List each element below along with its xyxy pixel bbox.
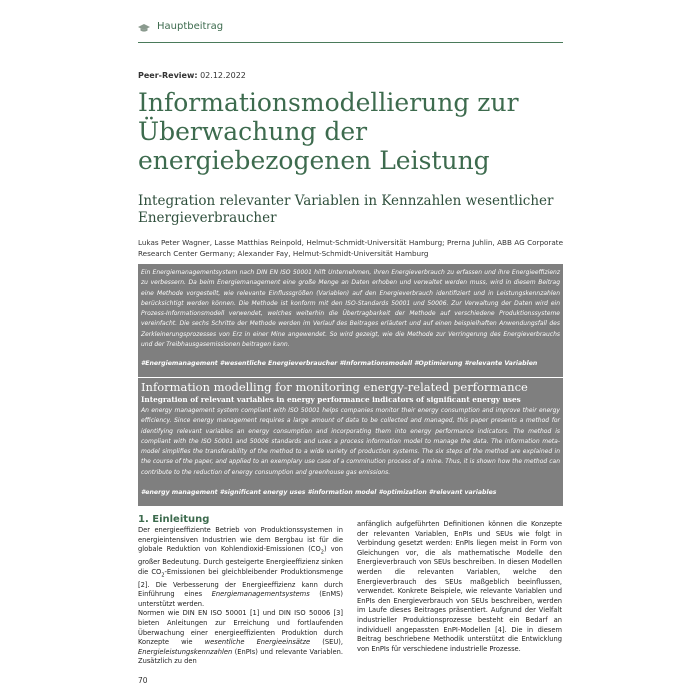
section-header xyxy=(138,20,563,43)
abstract-box xyxy=(138,264,563,506)
article-subtitle: Integration relevanter Variablen in Kennzahlen wesentlicher Energieverbraucher xyxy=(138,193,554,226)
section-heading: 1. Einleitung xyxy=(138,514,210,525)
graduation-cap-icon xyxy=(138,24,150,33)
english-title: Information modelling for monitoring energy-related performance xyxy=(141,380,528,394)
body-column-right xyxy=(357,520,562,654)
body-column-left xyxy=(138,514,343,667)
abstract-english: An energy management system compliant with ISO 50001 helps companies monitor their energy consumption and improve their energy efficiency. Since energy management requires a large amount of data to be collected and managed, this paper presents a method for identifying relevant variables an energy consumption and incorporating them into energy performance indicators. The method is compliant with the ISO 50001 and 50006 standards and uses a process information model to manage the data. The information meta-model simplifies the transferability of the method to a wide variety of production systems. The six steps of the method are explained in the course of the paper, and applied to an exemplary use case of a comminution process of a mine. Thus, it is shown how the method can contribute to the reduction of energy consumption and greenhouse gas emissions. xyxy=(141,407,560,476)
peer-review-label: Peer-Review: xyxy=(138,71,198,80)
abstract-german: Ein Energiemanagementsystem nach DIN EN ISO 50001 hilft Unternehmen, ihren Energieverbrauch zu erfassen und ihre Energieeffizienz zu verbessern. Da beim Energiemanagement eine große Menge an Daten erhoben und verwaltet werden muss, wird in diesem Beitrag eine Methode vorgestellt, wie relevante Einflussgrößen (Variablen) auf den Energieverbrauch identifiziert und in Leistungskennzahlen berücksichtigt werden können. Die Methode ist konform mit den ISO-Standards 50001 und 50006. Zur Verwaltung der Daten wird ein Prozess-Informationsmodell verwendet, welches weiterhin die Übertragbarkeit der Methode auf verschiedene Produktionssysteme vereinfacht. Die sechs Schritte der Methode werden im Verlauf des Beitrages erläutert und auf einen beispielhaften Anwendungsfall des Zerkleinerungsprozesses von Erz in einer Mine angewendet. So wird gezeigt, wie die Methode zur Verringerung des Energieverbrauchs und der Treibhausgasemissionen beitragen kann. xyxy=(141,269,560,349)
peer-review-line xyxy=(138,71,246,80)
keywords-german: #Energiemanagement #wesentliche Energieverbraucher #Informationsmodell #Optimierung #relevante Variablen xyxy=(141,360,538,367)
author-list: Lukas Peter Wagner, Lasse Matthias Reinpold, Helmut-Schmidt-Universität Hamburg; Prerna Juhlin, ABB AG Corporate Research Center Germany; Alexander Fay, Helmut-Schmidt-Universität Hamburg xyxy=(138,238,563,258)
paragraph-2: Normen wie DIN EN ISO 50001 [1] und DIN ISO 50006 [3] bieten Anleitungen zur Erreichung und fortlaufenden Überwachung einer energieeffizienten Produktion durch Konzepte wie wesentliche Energieeinsätze (SEU), Energieleistungskennzahlen (EnPIs) und relevante Variablen. Zusätzlich zu den xyxy=(138,609,343,666)
english-subtitle: Integration of relevant variables in energy performance indicators of significant energy uses xyxy=(141,395,521,404)
abstract-divider xyxy=(138,377,563,378)
paragraph-1: Der energieeffiziente Betrieb von Produktionssystemen in energieintensiven Industrien wie dem Bergbau ist für die globale Reduktion von Kohlendioxid-Emissionen $(CO_2)$ von großer Bedeutung. Durch gesteigerte Energieeffizienz sinken die $CO_2$-Emissionen bei gleichbleibender Produktionsmenge [2]. Die Verbesserung der Energieeffizienz kann durch Einführung eines Energiemanagementsystems (EnMS) unterstützt werden. xyxy=(138,526,344,608)
peer-review-date: 02.12.2022 xyxy=(200,71,246,80)
keywords-english: #energy management #significant energy uses #information model #optimization #relevant variables xyxy=(141,489,497,496)
paragraph-3: anfänglich aufgeführten Definitionen können die Konzepte der relevanten Variablen, EnPIs und SEUs wie folgt in Verbindung gesetzt werden: EnPIs liegen meist in Form von Gleichungen vor, die als mathematische Modelle den Energieverbrauch von SEUs beschreiben. In diesen Modellen werden die relevanten Variablen, welche den Energieverbrauch des SEUs maßgeblich beeinflussen, verwendet. Konkrete Beispiele, wie relevante Variablen und EnPIs den Energieverbrauch von SEUs beschreiben, werden im Laufe dieses Beitrages präsentiert. Aufgrund der Vielfalt industrieller Produktionsprozesse besteht ein Bedarf an individuell angepassten EnPI-Modellen [4]. Die in diesem Beitrag beschriebene Methodik unterstützt die Entwicklung von EnPIs für verschiedene industrielle Prozesse. xyxy=(357,520,562,653)
page-number: 70 xyxy=(138,676,148,685)
article-title: Informationsmodellierung zur Überwachung der energiebezogenen Leistung xyxy=(138,88,519,175)
section-label: Hauptbeitrag xyxy=(157,21,224,32)
